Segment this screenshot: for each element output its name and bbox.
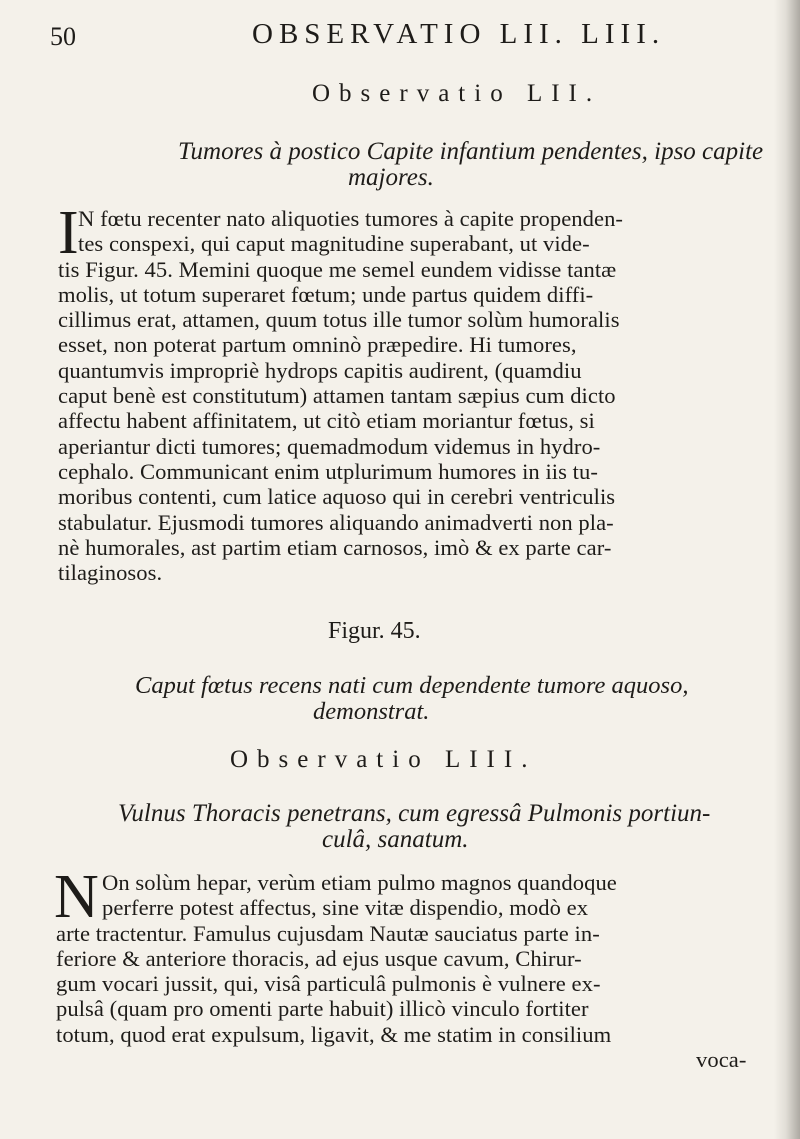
text-line: affectu habent affinitatem, ut citò etiam moriantur fœtus, si (58, 408, 595, 434)
text-line: moribus contenti, cum latice aquoso qui in cerebri ventriculis (58, 484, 616, 510)
figure-caption-line-2: demonstrat. (313, 698, 430, 725)
text-line: molis, ut totum superaret fœtum; unde partus quidem diffi- (58, 281, 594, 307)
text-line: arte tractentur. Famulus cujusdam Nautæ sauciatus parte in- (56, 920, 600, 946)
observation-53-title: Observatio LIII. (230, 746, 537, 773)
observation-52-body (78, 206, 623, 257)
text-line: nè humorales, ast partim etiam carnosos, imò & ex parte car- (58, 534, 612, 560)
text-line: caput benè est constitutum) attamen tantam sæpius cum dicto (58, 383, 616, 409)
text-line: voca- (696, 1047, 747, 1073)
text-line: cillimus erat, attamen, quum totus ille tumor solùm humoralis (58, 307, 620, 333)
text-line: esset, non poterat partum omninò præpedire. Hi tumores, (58, 332, 577, 358)
observation-52-title: Observatio LII. (312, 80, 602, 107)
page-edge-shadow (774, 0, 800, 1139)
observation-53-body (102, 870, 617, 921)
text-line: totum, quod erat expulsum, ligavit, & me statim in consilium (56, 1021, 612, 1047)
text-line: On solùm hepar, verùm etiam pulmo magnos quandoque (102, 870, 617, 895)
text-line: aperiantur dicti tumores; quemadmodum videmus in hydro- (58, 433, 601, 459)
observation-52-subtitle-line-2: majores. (348, 164, 434, 191)
text-line: feriore & anteriore thoracis, ad ejus usque cavum, Chirur- (56, 945, 582, 971)
text-line: stabulatur. Ejusmodi tumores aliquando animadverti non pla- (58, 509, 614, 535)
observation-52-dropcap: I (58, 199, 79, 267)
text-line: pulsâ (quam pro omenti parte habuit) illicò vinculo fortiter (56, 996, 589, 1022)
observation-53-subtitle-line-1: Vulnus Thoracis penetrans, cum egressâ Pulmonis portiun- (118, 800, 711, 827)
observation-53-dropcap: N (54, 863, 99, 931)
text-line: gum vocari jussit, qui, visâ particulâ pulmonis è vulnere ex- (56, 971, 601, 997)
observation-52-body-continued (58, 257, 620, 586)
running-title: OBSERVATIO LII. LIII. (252, 18, 666, 50)
observation-53-subtitle-line-2: culâ, sanatum. (322, 826, 469, 853)
text-line: tilaginosos. (58, 560, 163, 586)
text-line: N fœtu recenter nato aliquoties tumores à capite propenden- (78, 206, 623, 231)
observation-53-body-continued (56, 921, 746, 1073)
figure-label: Figur. 45. (328, 618, 421, 644)
text-line: cephalo. Communicant enim utplurimum humores in iis tu- (58, 458, 598, 484)
text-line: tis Figur. 45. Memini quoque me semel eundem vidisse tantæ (58, 256, 617, 282)
text-line: tes conspexi, qui caput magnitudine superabant, ut vide- (78, 231, 590, 257)
text-line: perferre potest affectus, sine vitæ dispendio, modò ex (102, 895, 589, 921)
figure-caption-line-1: Caput fœtus recens nati cum dependente tumore aquoso, (135, 672, 689, 699)
text-line: quantumvis impropriè hydrops capitis audirent, (quamdiu (58, 357, 582, 383)
page-number: 50 (50, 22, 76, 51)
observation-52-subtitle-line-1: Tumores à postico Capite infantium pendentes, ipso capite (178, 138, 764, 165)
